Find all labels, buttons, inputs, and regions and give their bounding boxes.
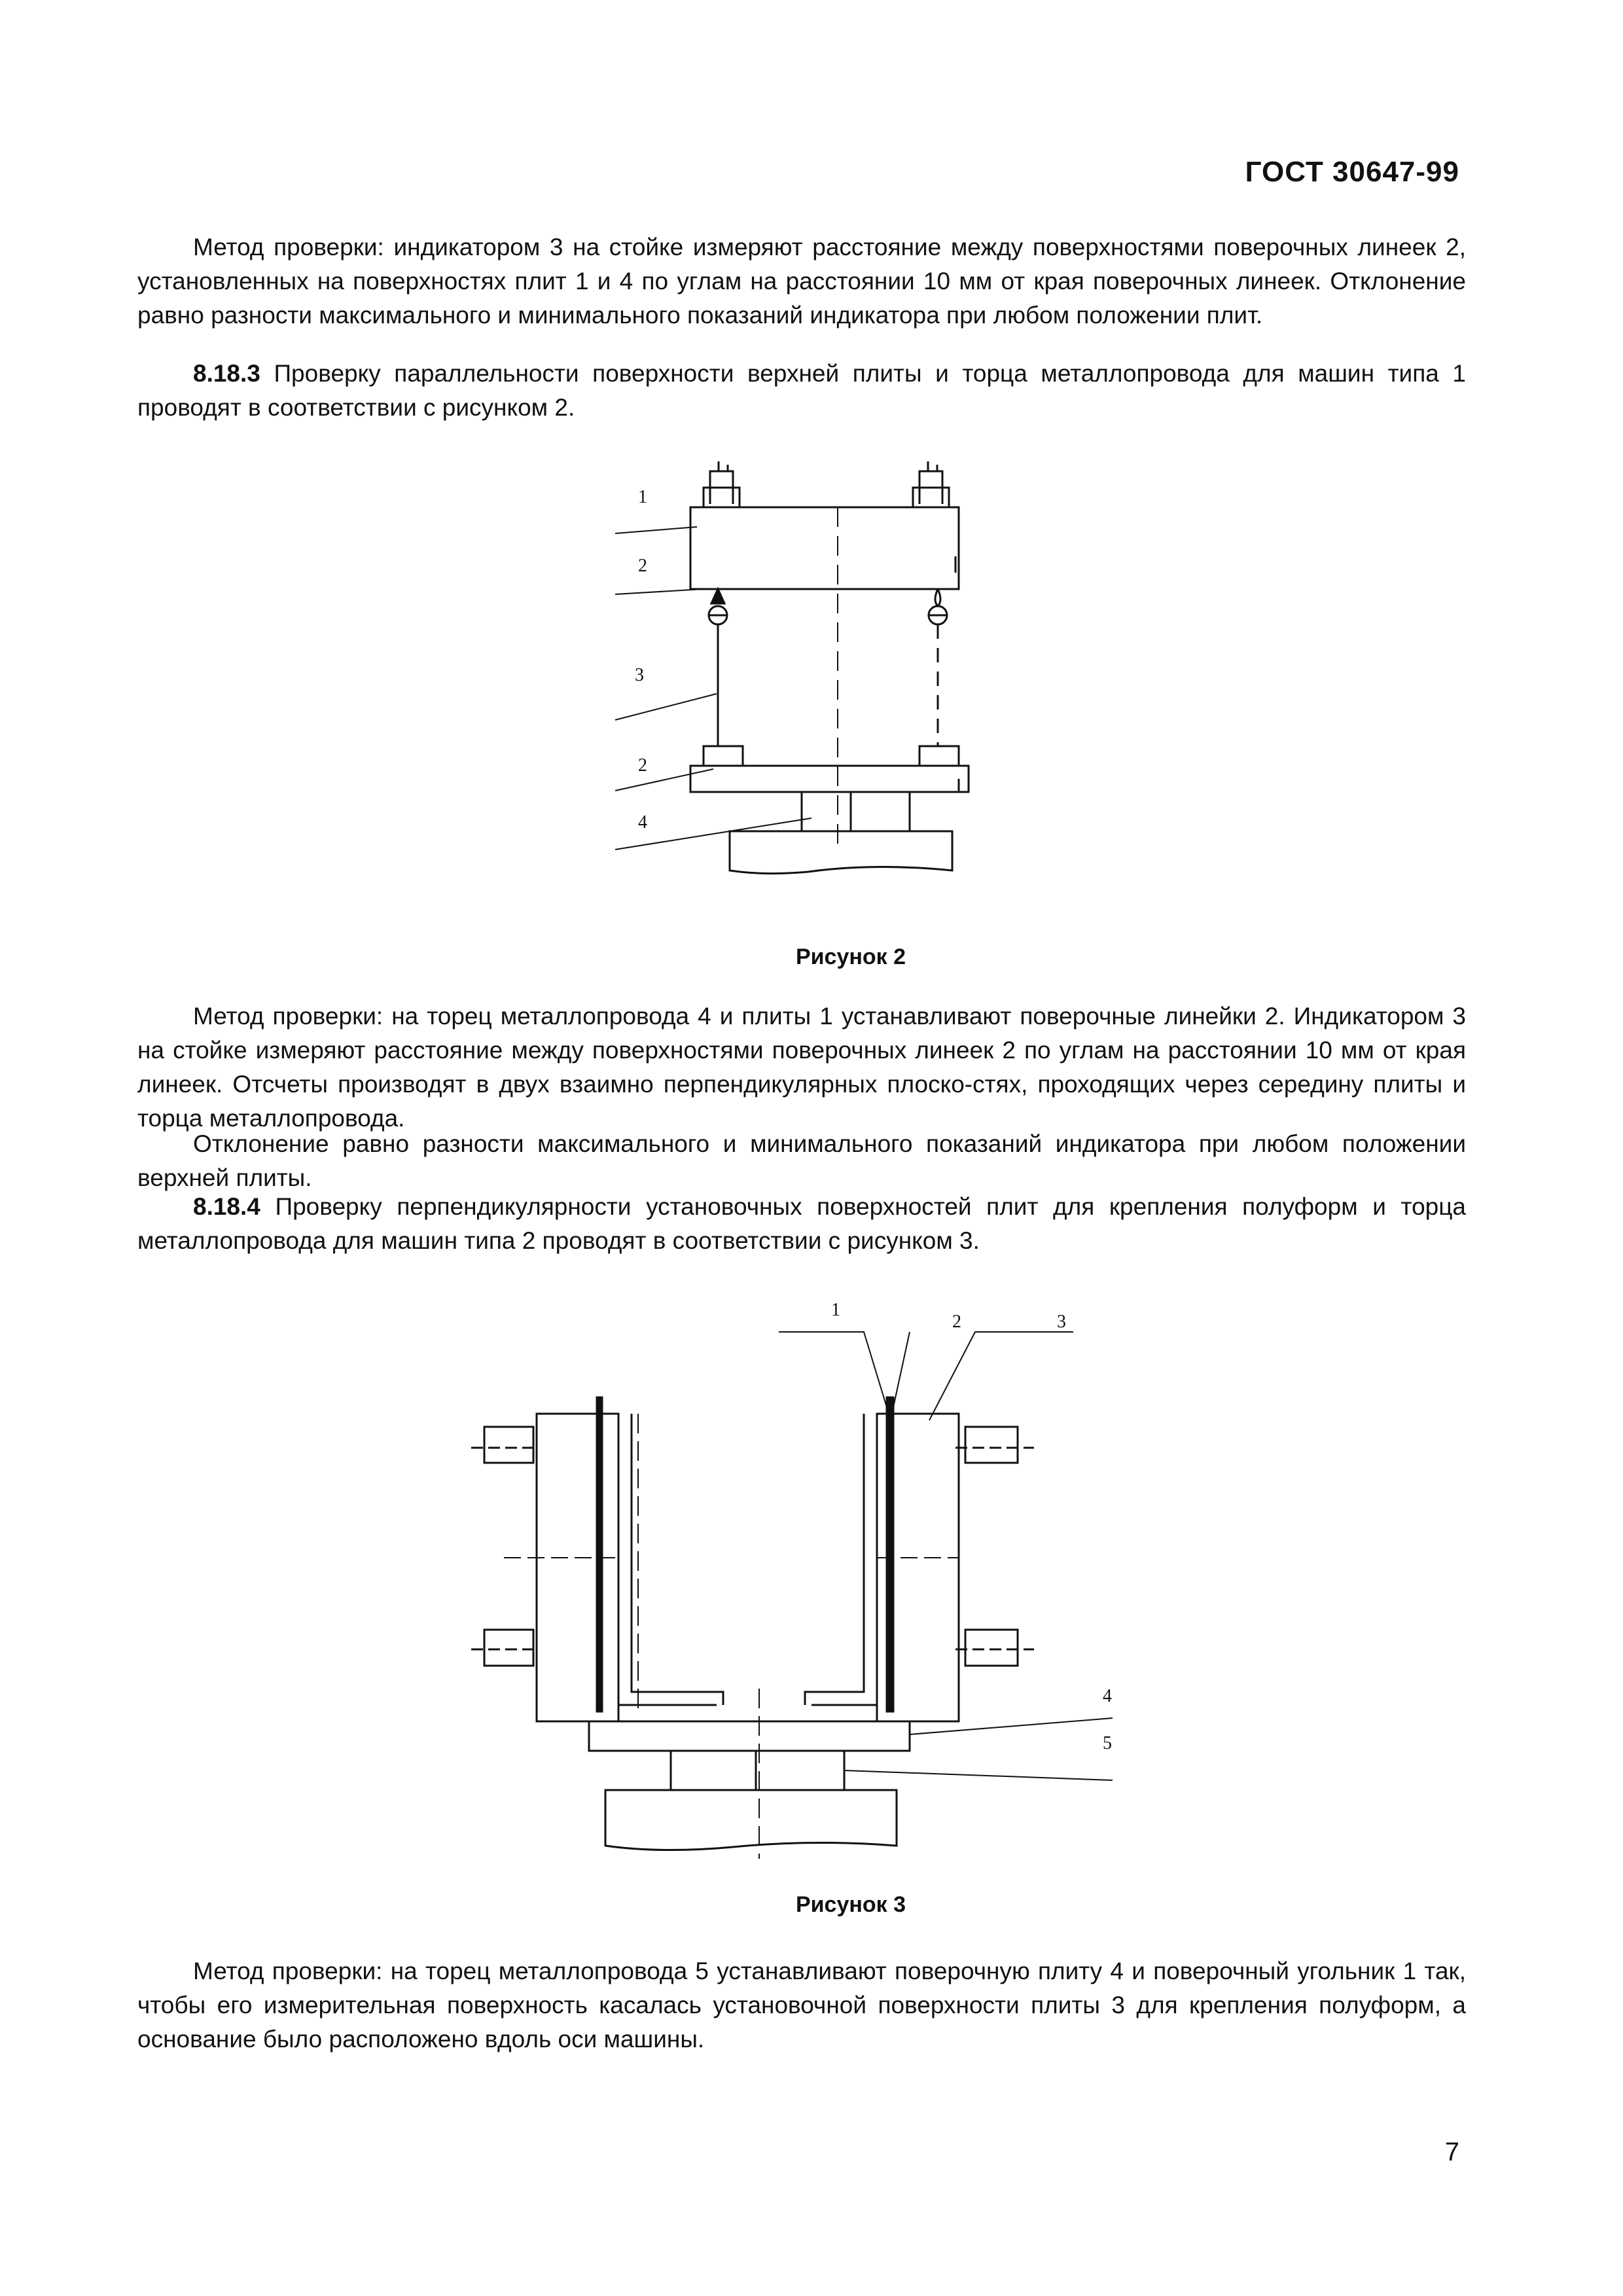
left-bolt-bottom [484, 1630, 533, 1666]
paragraph-deviation: Отклонение равно разности максимального и минимального показаний индикатора при любом положении верхней плиты. [137, 1130, 1466, 1191]
pipe-end [671, 1751, 844, 1790]
fig3-label-2: 2 [952, 1312, 961, 1332]
fig2-label-4: 4 [638, 812, 647, 833]
clause-number: 8.18.3 [193, 360, 260, 387]
clause-text: Проверку перпендикулярности установочных поверхностей плит для крепления полуформ и торца металлопровода для машин типа 2 проводят в соответствии с рисунком 3. [137, 1193, 1466, 1254]
fig2-label-2b: 2 [638, 755, 647, 776]
paragraph-8-18-4 [137, 1190, 1466, 1258]
pipe-end [802, 792, 910, 831]
top-left-post [710, 461, 733, 504]
fig2-label-1: 1 [638, 487, 647, 507]
left-indicator-tip [711, 589, 724, 603]
right-indicator-tip [935, 589, 940, 606]
right-measuring-face [887, 1397, 893, 1712]
paragraph-method-2: Метод проверки: на торец металлопровода 4 и плиты 1 устанавливают поверочные линейки 2. Индикатором 3 на стойке измеряют расстояние между поверхностями поверочных линеек 2 по углам на расстоянии 10 мм от края линеек. Отсчеты производят в двух взаимно перпендикулярных плоско-стях, проходящих через середину плиты и торца металлопровода. [137, 1003, 1466, 1132]
fig2-label-2: 2 [638, 556, 647, 576]
upper-plate [690, 507, 959, 589]
paragraph-8-18-3 [137, 357, 1466, 425]
right-bolt-top [965, 1427, 1018, 1463]
figure-3-caption: Рисунок 3 [795, 1892, 906, 1917]
fig3-label-1: 1 [831, 1300, 840, 1320]
left-bolt-top [484, 1427, 533, 1463]
page-number: 7 [1444, 2138, 1459, 2166]
fig3-label-3: 3 [1057, 1312, 1066, 1332]
top-right-ruler [913, 488, 949, 507]
left-plate [537, 1414, 618, 1721]
figure-3-diagram [458, 1283, 1139, 1872]
pipe-body [605, 1790, 897, 1850]
fig3-label-4: 4 [1103, 1686, 1112, 1706]
bottom-left-ruler [704, 746, 743, 766]
square-angle [618, 1414, 877, 1705]
clause-text: Проверку параллельности поверхности верхней плиты и торца металлопровода для машин типа 1 проводят в соответствии с рисунком 2. [137, 360, 1466, 421]
base-plate [589, 1721, 910, 1751]
fig2-label-3: 3 [635, 665, 644, 685]
lower-plate [690, 766, 969, 792]
figure-2-diagram [576, 452, 1034, 910]
paragraph-method-3: Метод проверки: на торец металлопровода 5 устанавливают поверочную плиту 4 и поверочный угольник 1 так, чтобы его измерительная поверхность касалась установочной поверхности плиты 3 для крепления полуформ, а основание было расположено вдоль оси машины. [137, 1958, 1466, 2053]
left-measuring-face [597, 1397, 602, 1712]
bottom-right-ruler [919, 746, 959, 766]
top-left-ruler [704, 488, 740, 507]
clause-number: 8.18.4 [193, 1193, 260, 1220]
top-right-post [919, 461, 942, 504]
paragraph-method-1: Метод проверки: индикатором 3 на стойке измеряют расстояние между поверхностями поверочных линеек 2, установленных на поверхностях плит 1 и 4 по углам на расстоянии 10 мм от края поверочных линеек. Отклонение равно разности максимального и минимального показаний индикатора при любом положении плит. [137, 234, 1466, 329]
right-bolt-bottom [965, 1630, 1018, 1666]
figure-2-caption: Рисунок 2 [795, 944, 906, 969]
pipe-body [730, 831, 952, 874]
fig3-label-5: 5 [1103, 1733, 1112, 1753]
standard-header: ГОСТ 30647-99 [1245, 156, 1459, 188]
